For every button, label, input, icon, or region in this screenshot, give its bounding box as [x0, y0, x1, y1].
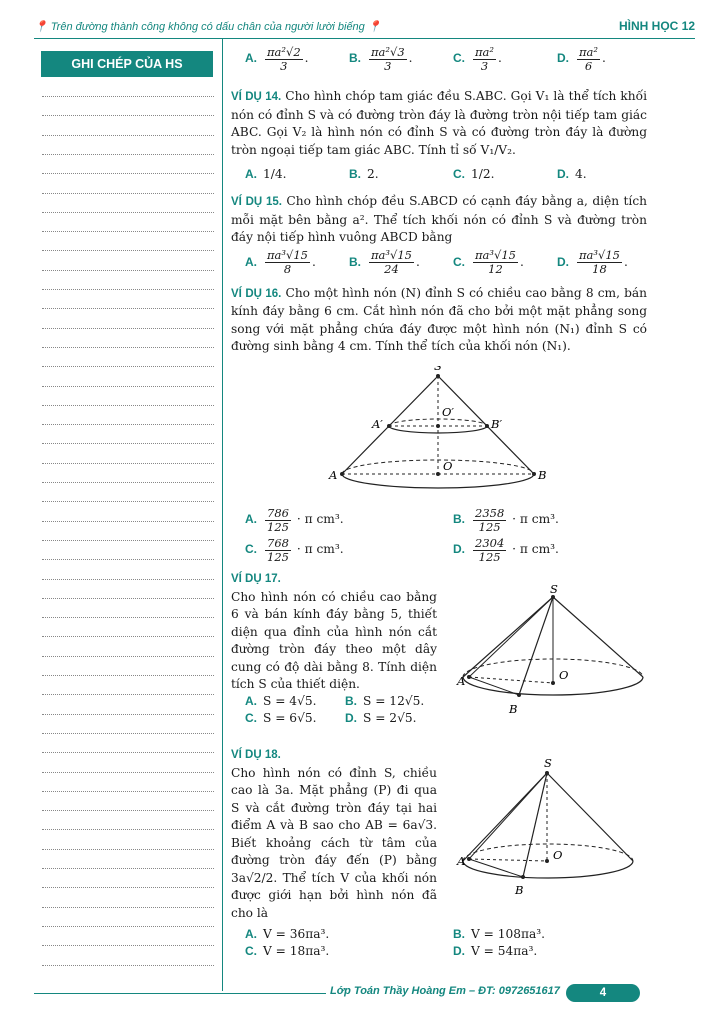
- note-line: [42, 559, 214, 560]
- main-content: [231, 44, 648, 958]
- note-line: [42, 849, 214, 850]
- note-line: [42, 405, 214, 406]
- note-line: [42, 829, 214, 830]
- note-line: [42, 154, 214, 155]
- note-line: [42, 366, 214, 367]
- ex17-options-row1: A. S = 4√5. B. S = 12√5.: [245, 694, 425, 709]
- note-line: [42, 115, 214, 116]
- svg-text:B: B: [509, 702, 518, 716]
- note-line: [42, 926, 214, 927]
- note-line: [42, 617, 214, 618]
- option-c: $\frac{\text{πa²}}{3}$: [475, 44, 495, 73]
- option-a: $\frac{\text{πa²√2}}{3}$: [267, 44, 301, 73]
- note-line: [42, 521, 214, 522]
- note-line: [42, 965, 214, 966]
- ex14-options: A. 1/4. B. 2. C. 1/2. D. 4.: [245, 167, 587, 182]
- footer-rule: [34, 993, 326, 994]
- option-b: $\frac{\text{πa²√3}}{3}$: [371, 44, 405, 73]
- svg-text:S: S: [544, 756, 552, 770]
- note-line: [42, 694, 214, 695]
- note-line: [42, 579, 214, 580]
- notes-title: GHI CHÉP CỦA HS: [41, 51, 213, 77]
- ex16-options-row2: C. $\frac{768}{125}$ · π cm³. D. $\frac{2304}{125}$ · π cm³.: [245, 535, 559, 564]
- example-16: VÍ DỤ 16. Cho một hình nón (N) đỉnh S có chiều cao bằng 8 cm, bán kính đáy bằng 6 cm. Cắt hình nón đã cho bởi một mặt phẳng song song với mặt phẳng chứa đáy được một hình nón (N₁) đỉnh S có đường sinh bằng 4 cm. Tính thể tích của khối nón (N₁). S O′ A′ B′ O A B A. $\frac{786}{125}$ · π cm³. B. $\frac{2358}{125}$ · π cm³. C. $\frac{768}{125}$ · π cm³. D. $\frac{2304}{125}$ · π cm³.: [231, 285, 648, 564]
- truncated-cone-figure: [231, 366, 647, 496]
- note-line: [42, 212, 214, 213]
- option-d: $\frac{\text{πa²}}{6}$: [579, 44, 599, 73]
- svg-text:A: A: [329, 467, 338, 482]
- header-section: HÌNH HỌC 12: [618, 19, 695, 33]
- note-line: [42, 501, 214, 502]
- svg-text:O: O: [443, 458, 453, 473]
- note-line: [42, 887, 214, 888]
- note-line: [42, 675, 214, 676]
- cone-figure-17: [439, 585, 649, 735]
- page-header: [34, 14, 695, 34]
- svg-text:O: O: [559, 668, 569, 682]
- note-line: [42, 752, 214, 753]
- note-line: [42, 289, 214, 290]
- svg-text:B: B: [515, 883, 524, 897]
- svg-text:B: B: [538, 467, 547, 482]
- note-line: [42, 96, 214, 97]
- note-line: [42, 443, 214, 444]
- note-line: [42, 308, 214, 309]
- footer-text: Lớp Toán Thầy Hoàng Em – ĐT: 0972651617: [330, 985, 560, 997]
- note-line: [42, 328, 214, 329]
- note-line: [42, 791, 214, 792]
- note-line: [42, 540, 214, 541]
- note-line: [42, 231, 214, 232]
- note-line: [42, 250, 214, 251]
- note-line: [42, 347, 214, 348]
- page-number: 4: [566, 984, 640, 1002]
- svg-text:O′: O′: [442, 404, 455, 419]
- note-line: [42, 907, 214, 908]
- note-line: [42, 714, 214, 715]
- example-text: Cho hình chóp tam giác đều S.ABC. Gọi V₁ là thể tích khối nón có đỉnh S và có đường tròn đáy là đường tròn nội tiếp tam giác ABC. Gọi V₂ là hình nón có đỉnh S và có đường tròn đáy là đường tròn ngoại tiếp tam giác ABC. Tính tỉ số V₁/V₂.: [231, 89, 648, 157]
- cone-figure-18: [439, 753, 649, 903]
- svg-text:A: A: [457, 854, 466, 868]
- svg-text:A: A: [457, 674, 466, 688]
- note-line: [42, 656, 214, 657]
- note-line: [42, 463, 214, 464]
- header-tagline: 📍 Trên đường thành công không có dấu chân của người lười biếng 📍: [34, 21, 382, 33]
- top-options: A. $\frac{\text{πa²√2}}{3}$ . B. $\frac{\text{πa²√3}}{3}$ . C. $\frac{\text{πa²}}{3}$ . D. $\frac{\text{πa²}}{6}$ .: [245, 44, 606, 73]
- svg-text:A′: A′: [372, 416, 383, 431]
- svg-text:B′: B′: [491, 416, 503, 431]
- example-15: VÍ DỤ 15. Cho hình chóp đều S.ABCD có cạnh đáy bằng a, diện tích mỗi mặt bên bằng a². Thể tích khối nón có đỉnh S và đường tròn đáy nội tiếp hình vuông ABCD bằng A. $\frac{\text{πa³√15}}{8}$ . B. $\frac{\text{πa³√15}}{24}$ . C. $\frac{\text{πa³√15}}{12}$ . D. $\frac{\text{πa³√15}}{18}$ .: [231, 193, 647, 279]
- svg-text:O: O: [553, 848, 563, 862]
- note-line: [42, 482, 214, 483]
- column-divider: [222, 39, 223, 991]
- example-17: VÍ DỤ 17. Cho hình nón có chiều cao bằng 6 và bán kính đáy bằng 5, thiết diện qua đỉnh của hình nón cắt đường tròn đáy theo một dây cung có độ dài bằng 8. Tính diện tích S của thiết diện. A. S = 4√5. B. S = 12√5. C. S = 6√5. D. S = 2√5. S A O B: [231, 571, 647, 741]
- note-line: [42, 173, 214, 174]
- note-line: [42, 868, 214, 869]
- note-line: [42, 636, 214, 637]
- note-line: [42, 135, 214, 136]
- note-line: [42, 772, 214, 773]
- note-line: [42, 386, 214, 387]
- example-18: VÍ DỤ 18. Cho hình nón có đỉnh S, chiều cao là 3a. Mặt phẳng (P) đi qua S và cắt đường tròn đáy tại hai điểm A và B sao cho AB = 6a√3. Biết khoảng cách từ tâm của đường tròn đáy đến (P) bằng 3a√2/2. Thể tích V của khối nón được giới hạn bởi hình nón đã cho là A. V = 36πa³. B. V = 108πa³. C. V = 18πa³. D. V = 54πa³. S A O B: [231, 747, 647, 947]
- ex17-options-row2: C. S = 6√5. D. S = 2√5.: [245, 711, 417, 726]
- svg-text:S: S: [434, 365, 442, 373]
- ex15-options: A. $\frac{\text{πa³√15}}{8}$ . B. $\frac{\text{πa³√15}}{24}$ . C. $\frac{\text{πa³√15}}{12}$ . D. $\frac{\text{πa³√15}}{18}$ .: [245, 248, 628, 276]
- header-rule: [34, 38, 695, 39]
- ex18-options-row1: A. V = 36πa³. B. V = 108πa³.: [245, 926, 546, 941]
- note-line: [42, 424, 214, 425]
- note-line: [42, 733, 214, 734]
- note-line: [42, 810, 214, 811]
- note-line: [42, 945, 214, 946]
- note-line: [42, 270, 214, 271]
- note-line: [42, 193, 214, 194]
- example-14: [231, 88, 647, 187]
- example-label: VÍ DỤ 14.: [231, 91, 282, 103]
- svg-text:S: S: [550, 585, 558, 596]
- ex16-options-row1: A. $\frac{786}{125}$ · π cm³. B. $\frac{2358}{125}$ · π cm³.: [245, 505, 559, 534]
- note-line: [42, 598, 214, 599]
- ex18-options-row2: C. V = 18πa³. D. V = 54πa³.: [245, 943, 538, 958]
